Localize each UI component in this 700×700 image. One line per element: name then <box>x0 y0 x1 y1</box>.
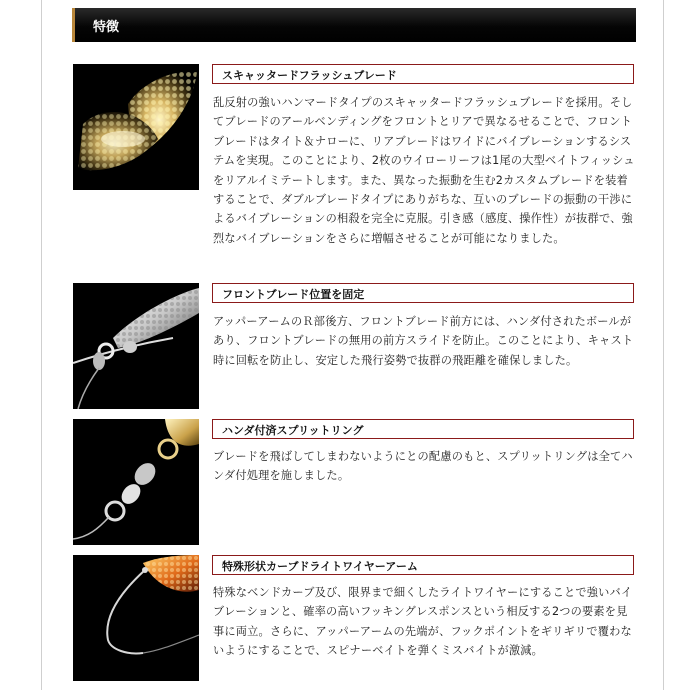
scattered-flash-blade-image <box>73 64 199 190</box>
feature-title-box <box>212 419 634 439</box>
section-title: 特徴 <box>93 20 120 35</box>
feature-title: スキャッタードフラッシュブレード <box>222 69 397 82</box>
feature-title-box <box>212 64 634 84</box>
feature-title-box <box>212 555 634 575</box>
feature-description: ブレードを飛ばしてしまわないようにとの配慮のもと、スプリットリングは全てハンダ付処理を施しました。 <box>213 450 633 483</box>
feature-title-box <box>212 283 634 303</box>
front-blade-position-image <box>73 283 199 409</box>
soldered-split-ring-image <box>73 419 199 545</box>
section-header <box>72 8 636 42</box>
feature-description: 特殊なベンドカーブ及び、限界まで細くしたライトワイヤーにすることで強いバイブレーションと、確率の高いフッキングレスポンスという相反する2つの要素を見事に両立。さらに、アッパーアームの先端が、フックポイントをギリギリで覆わないようにすることで、スピナーベイトを弾くミスバイトが激減。 <box>213 586 633 658</box>
feature-title: フロントブレード位置を固定 <box>222 288 365 301</box>
curved-light-wire-arm-image <box>73 555 199 681</box>
feature-description: 乱反射の強いハンマードタイプのスキャッタードフラッシュブレードを採用。そしてブレードのアールベンディングをフロントとリアで異なるせることで、フロントブレードはタイト＆ナローに、リアブレードはワイドにバイブレーションするシステムを実現。このことにより、2枚のウイローリーフは1尾の大型ベイトフィッシュをリアルイミテートします。また、異なった振動を生む2カスタムブレードを装着することで、ダブルブレードタイプにありがちな、互いのブレードの振動の干渉によるバイブレーションの相殺を完全に克服。引き感（感度、操作性）が抜群で、強烈なバイブレーションをさらに増幅させることが可能になりました。 <box>213 96 635 245</box>
feature-description: アッパーアームのＲ部後方、フロントブレード前方には、ハンダ付されたボールがあり、フロントブレードの無用の前方スライドを防止。このことにより、キャスト時に回転を防止し、安定した飛行姿勢で抜群の飛距離を確保しました。 <box>213 315 634 367</box>
feature-title: 特殊形状カーブドライトワイヤーアーム <box>222 560 418 573</box>
feature-title: ハンダ付済スプリットリング <box>222 424 364 437</box>
